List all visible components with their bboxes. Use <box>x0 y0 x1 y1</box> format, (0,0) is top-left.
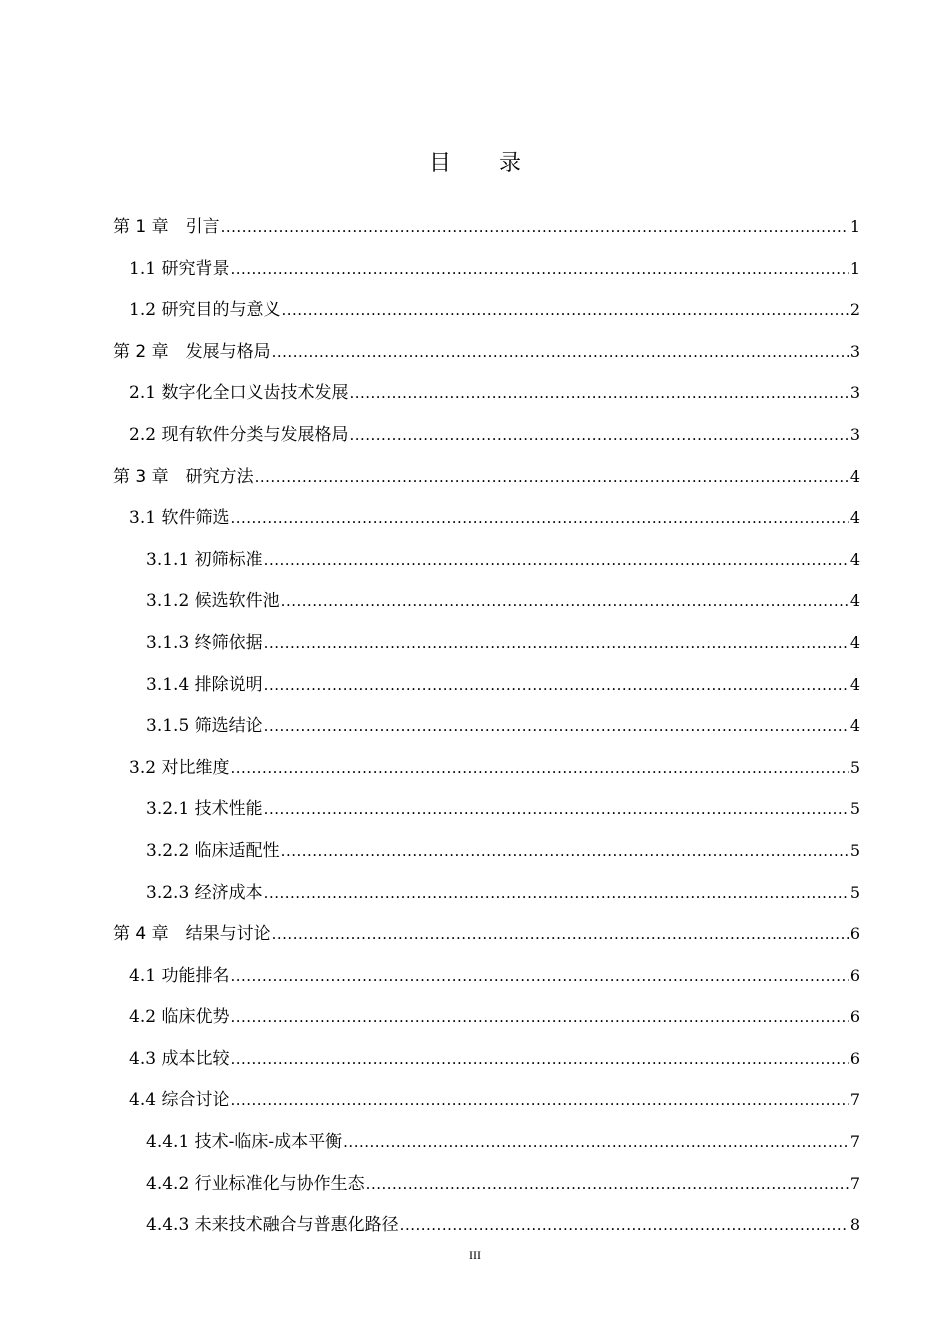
toc-entry-page: 3 <box>849 341 860 361</box>
toc-entry-label: 1.1 研究背景 <box>129 258 230 279</box>
toc-entry[interactable] <box>113 913 860 955</box>
toc-entry[interactable] <box>113 1121 860 1163</box>
toc-entry-page: 6 <box>849 1007 860 1027</box>
toc-entry-page: 7 <box>849 1132 860 1152</box>
toc-entry-page: 3 <box>849 424 860 444</box>
toc-entry-label: 3.2 对比维度 <box>129 757 230 778</box>
toc-leader-dots <box>343 1122 849 1164</box>
toc-entry-page: 1 <box>849 217 860 236</box>
toc-entry-label: 3.1.5 筛选结论 <box>146 716 263 737</box>
toc-entry-label: 第 4 章 结果与讨论 <box>113 924 271 945</box>
toc-entry-page: 5 <box>849 757 860 777</box>
toc-entry-label: 3.2.3 经济成本 <box>146 882 263 903</box>
toc-entry-label: 4.3 成本比较 <box>129 1048 230 1069</box>
toc-entry-label: 第 2 章 发展与格局 <box>113 341 271 362</box>
toc-entry-page: 1 <box>849 258 860 278</box>
toc-entry-page: 7 <box>849 1173 860 1193</box>
toc-entry-label: 1.2 研究目的与意义 <box>129 300 281 321</box>
toc-entry[interactable] <box>113 664 860 706</box>
toc-entry[interactable] <box>113 622 860 664</box>
toc-entry-page: 6 <box>849 1048 860 1068</box>
toc-entry[interactable] <box>113 539 860 581</box>
toc-entry-page: 6 <box>849 924 860 944</box>
toc-entry-label: 4.4.1 技术-临床-成本平衡 <box>146 1132 343 1153</box>
toc-entry[interactable] <box>113 1079 860 1121</box>
toc-leader-dots <box>281 290 848 332</box>
toc-entry[interactable] <box>113 955 860 997</box>
toc-entry-label: 3.1.2 候选软件池 <box>146 591 280 612</box>
toc-leader-dots <box>221 207 849 249</box>
toc-entry[interactable] <box>113 830 860 872</box>
toc-entry[interactable] <box>113 705 860 747</box>
page-title: 目录 <box>428 151 569 176</box>
toc-leader-dots <box>272 914 849 956</box>
toc-entry-page: 4 <box>849 716 860 736</box>
toc-entry[interactable] <box>113 497 860 539</box>
toc-leader-dots <box>255 457 849 499</box>
toc-entry-label: 3.2.1 技术性能 <box>146 799 263 820</box>
toc-entry-page: 8 <box>849 1215 860 1235</box>
toc-entry[interactable] <box>113 1204 860 1246</box>
toc-leader-dots <box>264 706 849 748</box>
toc-leader-dots <box>230 249 848 291</box>
toc-entry-page: 7 <box>849 1090 860 1110</box>
toc-leader-dots <box>349 373 848 415</box>
toc-entry[interactable] <box>113 747 860 789</box>
toc-entry-label: 3.1.1 初筛标准 <box>146 549 263 570</box>
toc-entry-label: 第 3 章 研究方法 <box>113 466 254 487</box>
toc-entry-label: 3.2.2 临床适配性 <box>146 840 280 861</box>
toc-leader-dots <box>230 1080 848 1122</box>
toc-entry-page: 4 <box>849 508 860 528</box>
toc-leader-dots <box>230 997 848 1039</box>
toc-entry-page: 4 <box>849 632 860 652</box>
toc-entry-label: 4.1 功能排名 <box>129 965 230 986</box>
toc-entry-page: 5 <box>849 882 860 902</box>
toc-entry-label: 4.4.3 未来技术融合与普惠化路径 <box>146 1215 399 1236</box>
toc-entry-page: 4 <box>849 591 860 611</box>
toc-entry-page: 6 <box>849 965 860 985</box>
page-number: III <box>469 1248 481 1262</box>
toc-entry-page: 5 <box>849 840 860 860</box>
toc-entry-label: 2.2 现有软件分类与发展格局 <box>129 424 349 445</box>
toc-leader-dots <box>264 623 849 665</box>
toc-leader-dots <box>264 873 849 915</box>
toc-leader-dots <box>281 831 849 873</box>
toc-leader-dots <box>264 789 849 831</box>
toc-entry[interactable] <box>113 331 860 373</box>
toc-leader-dots <box>230 498 848 540</box>
toc-entry-page: 5 <box>849 799 860 819</box>
toc-entry[interactable] <box>113 248 860 290</box>
toc-entry[interactable] <box>113 372 860 414</box>
toc-entry-label: 第 1 章 引言 <box>113 217 220 237</box>
toc-leader-dots <box>272 332 849 374</box>
toc-leader-dots <box>230 748 848 790</box>
toc-leader-dots <box>230 956 848 998</box>
toc-entry-label: 4.2 临床优势 <box>129 1007 230 1028</box>
toc-entry-label: 3.1.3 终筛依据 <box>146 632 263 653</box>
toc-entry-page: 3 <box>849 383 860 403</box>
toc-entry-label: 4.4 综合讨论 <box>129 1090 230 1111</box>
toc-entry[interactable] <box>113 996 860 1038</box>
toc-entry-label: 3.1 软件筛选 <box>129 508 230 529</box>
toc-leader-dots <box>281 581 849 623</box>
toc-entry-page: 2 <box>849 300 860 320</box>
toc-entry-label: 2.1 数字化全口义齿技术发展 <box>129 383 349 404</box>
toc-leader-dots <box>230 1039 848 1081</box>
toc-leader-dots <box>349 415 848 457</box>
toc-entry[interactable] <box>113 414 860 456</box>
toc-leader-dots <box>264 540 849 582</box>
toc-leader-dots <box>400 1205 849 1247</box>
toc-entry[interactable] <box>113 289 860 331</box>
toc-entry-page: 4 <box>849 549 860 569</box>
toc-entry[interactable] <box>113 1038 860 1080</box>
toc-entry[interactable] <box>113 206 860 248</box>
toc-entry-label: 4.4.2 行业标准化与协作生态 <box>146 1173 365 1194</box>
toc-entry-page: 4 <box>849 674 860 694</box>
toc-entry[interactable] <box>113 456 860 498</box>
table-of-contents <box>113 206 860 1246</box>
toc-leader-dots <box>264 665 849 707</box>
toc-entry[interactable] <box>113 788 860 830</box>
toc-entry[interactable] <box>113 1163 860 1205</box>
toc-entry-page: 4 <box>849 466 860 486</box>
toc-entry-label: 3.1.4 排除说明 <box>146 674 263 695</box>
toc-entry[interactable] <box>113 580 860 622</box>
toc-entry[interactable] <box>113 872 860 914</box>
toc-leader-dots <box>366 1164 849 1206</box>
